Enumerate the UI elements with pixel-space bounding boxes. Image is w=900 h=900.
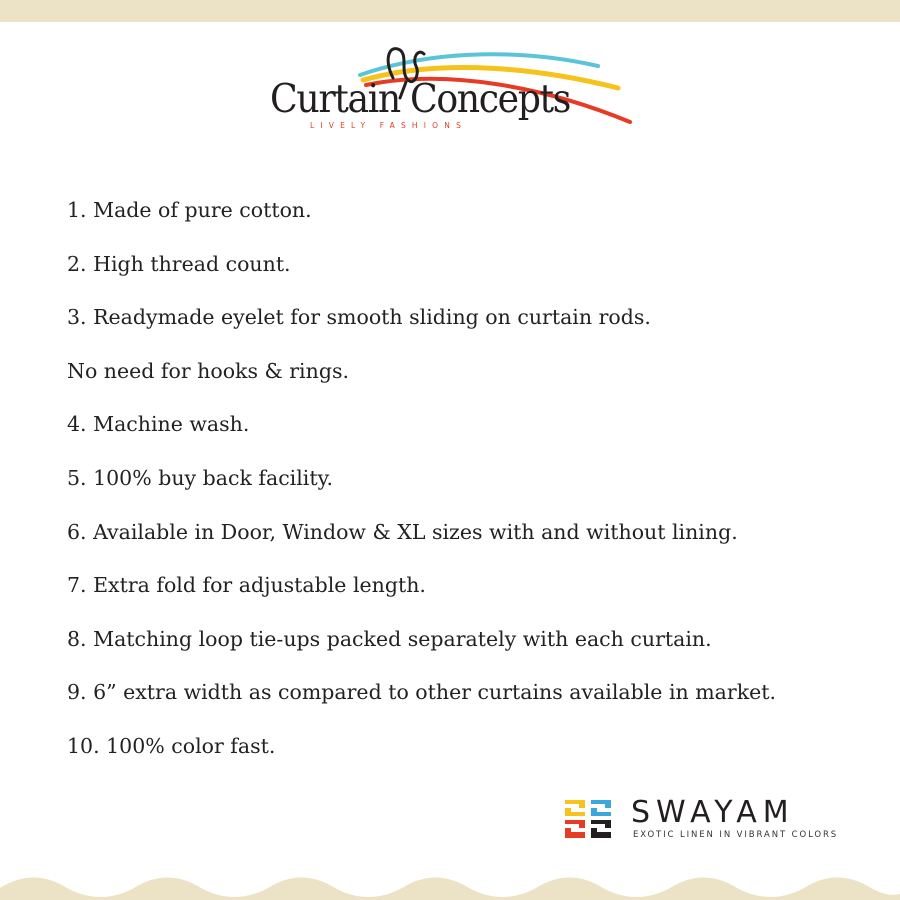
top-band	[0, 0, 900, 22]
curtain-concepts-logo	[268, 38, 638, 138]
feature-item: 10. 100% color fast.	[67, 733, 276, 758]
feature-item: No need for hooks & rings.	[67, 358, 349, 383]
feature-item: 6. Available in Door, Window & XL sizes with and without lining.	[67, 519, 738, 544]
feature-item: 2. High thread count.	[67, 251, 291, 276]
brand-tagline: LIVELY FASHIONS	[310, 121, 468, 130]
swayam-logo	[563, 796, 858, 842]
brand-name: Curtain Concepts	[270, 77, 570, 122]
swayam-mark-icon	[563, 796, 615, 842]
bottom-wave-border	[0, 870, 900, 900]
maker-tagline: EXOTIC LINEN IN VIBRANT COLORS	[633, 830, 839, 840]
feature-item: 5. 100% buy back facility.	[67, 465, 333, 490]
feature-item: 7. Extra fold for adjustable length.	[67, 573, 426, 598]
maker-name: SWAYAM	[631, 796, 795, 826]
feature-item: 3. Readymade eyelet for smooth sliding on curtain rods.	[67, 305, 651, 330]
swayam-wordmark	[631, 796, 851, 826]
feature-item: 4. Machine wash.	[67, 412, 250, 437]
feature-item: 1. Made of pure cotton.	[67, 198, 312, 222]
feature-list	[67, 196, 776, 786]
feature-item: 9. 6” extra width as compared to other curtains available in market.	[67, 680, 777, 705]
feature-item: 8. Matching loop tie-ups packed separately with each curtain.	[67, 626, 712, 651]
